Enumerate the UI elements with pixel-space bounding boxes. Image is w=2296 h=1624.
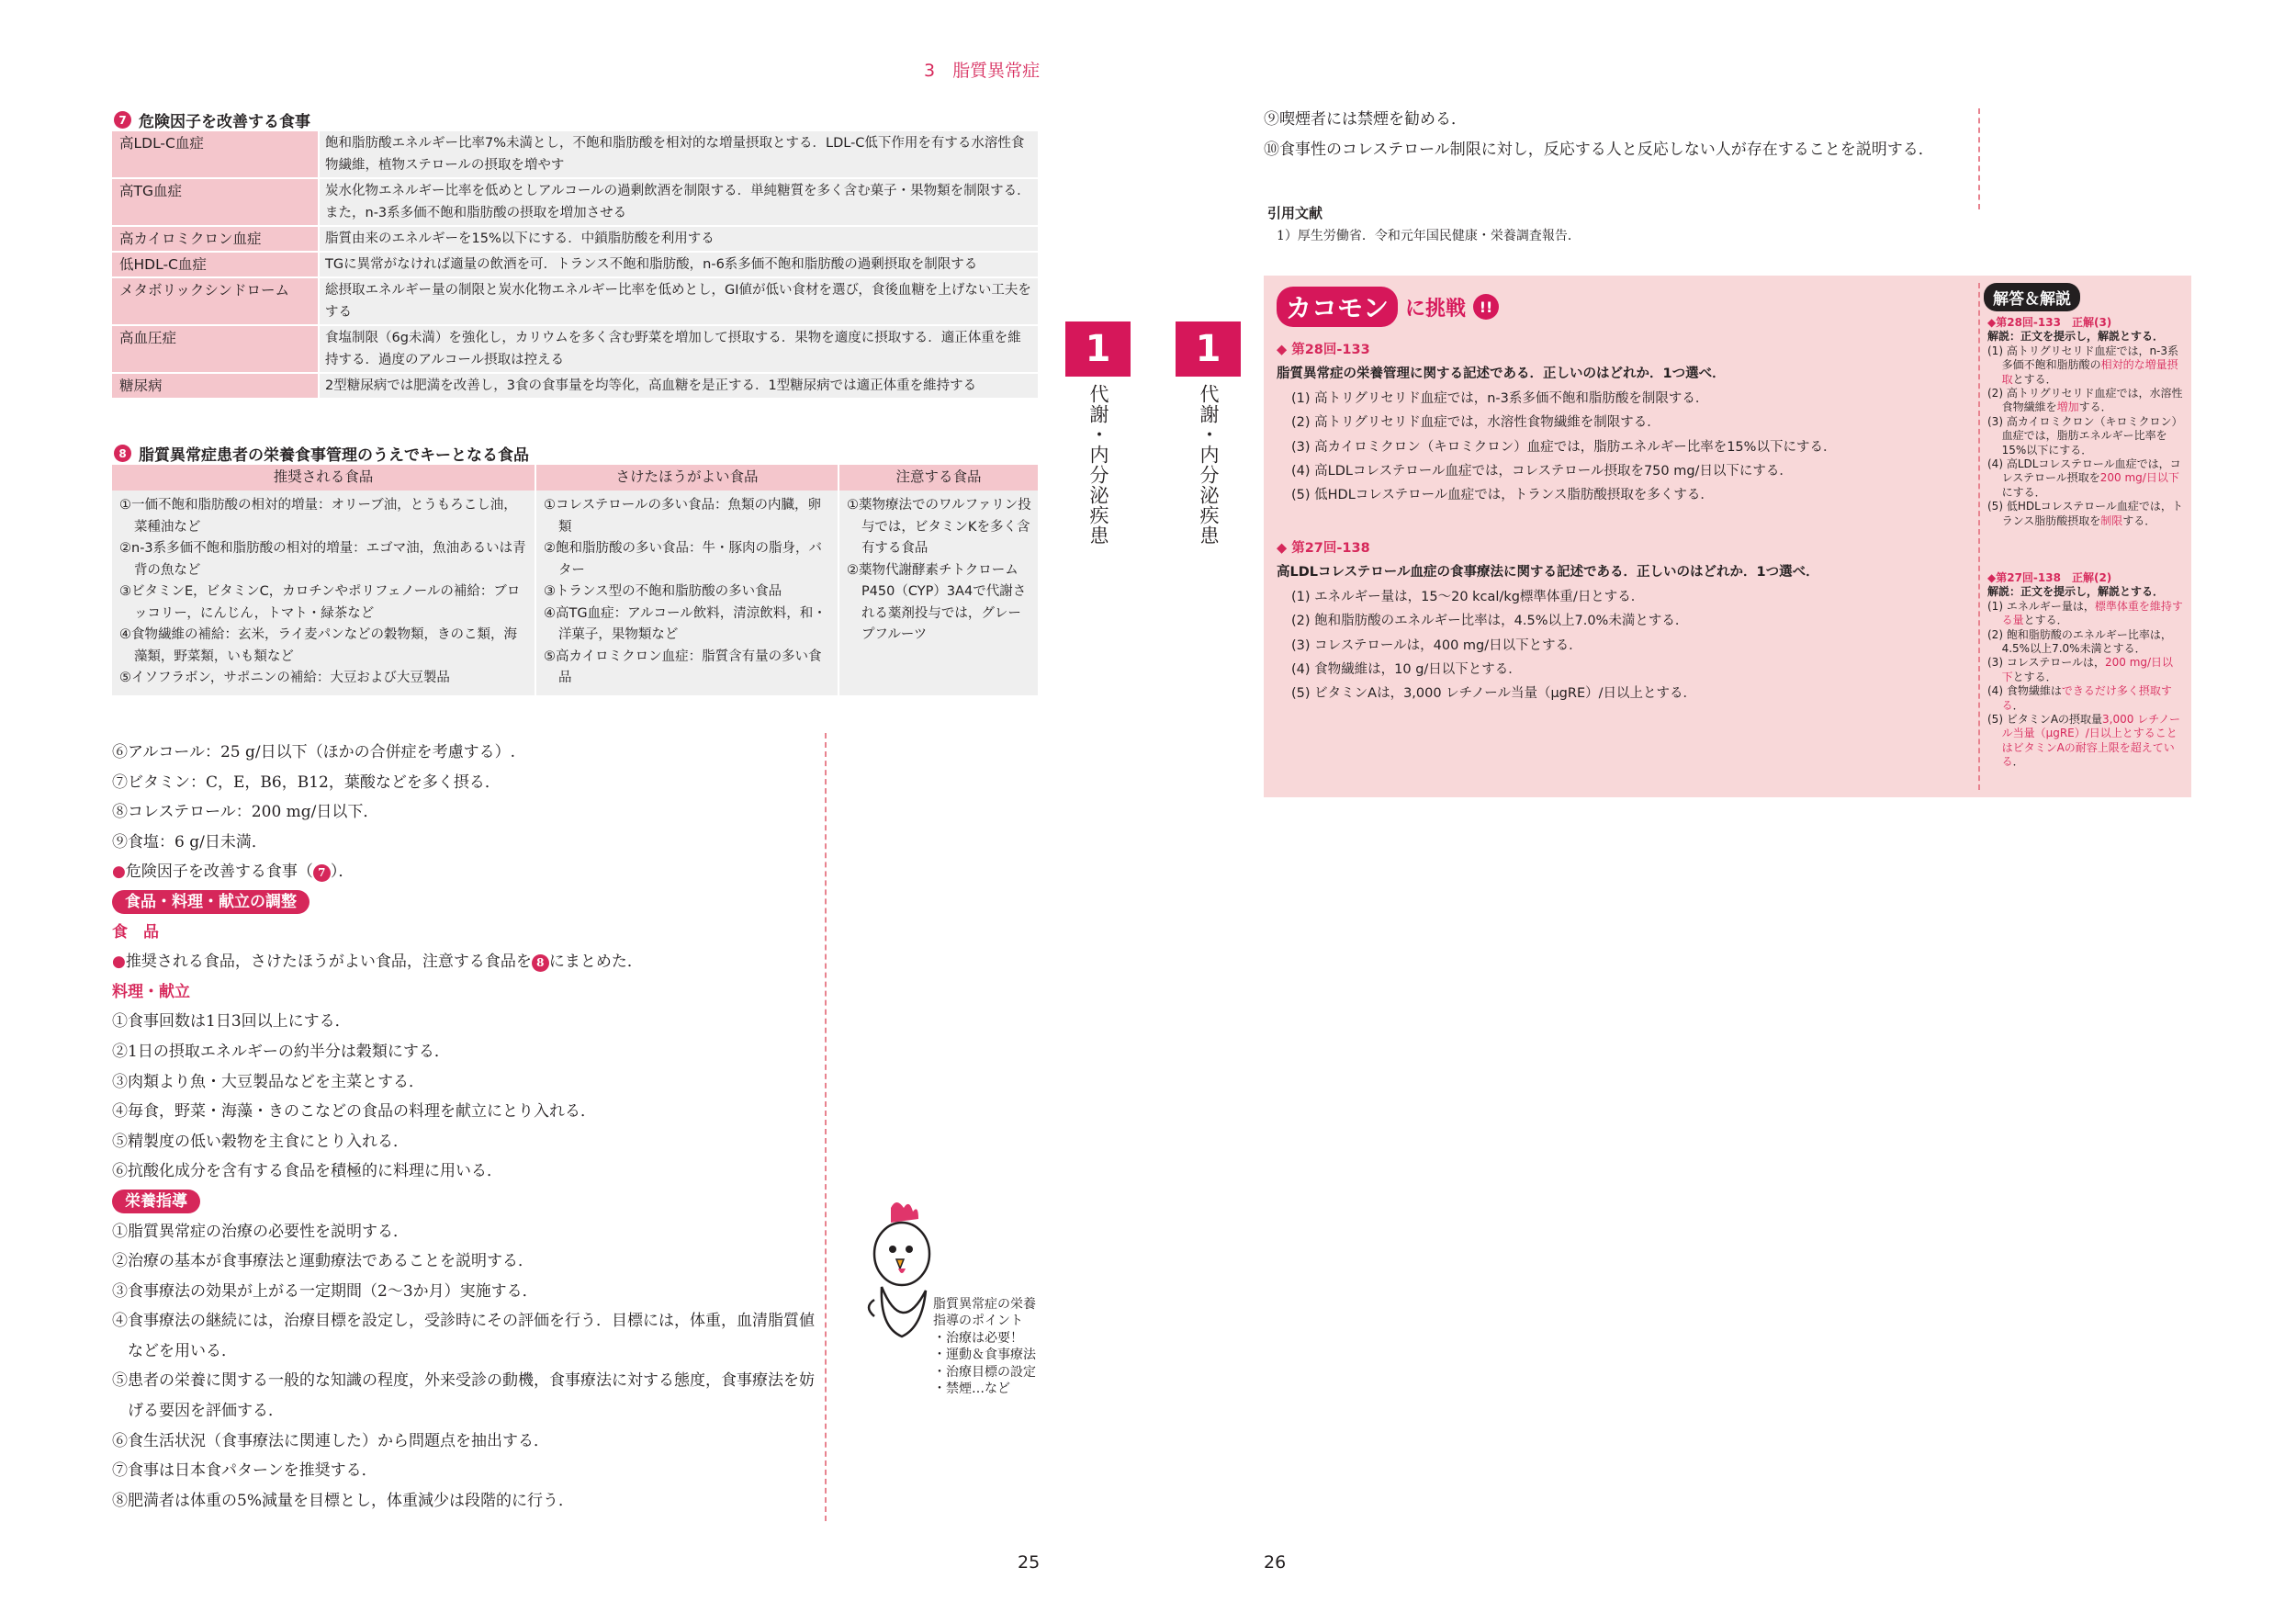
list-item: ⑥アルコール：25 g/日以下（ほかの合併症を考慮する）. bbox=[112, 743, 516, 761]
row-label: 高カイロミクロン血症 bbox=[112, 226, 319, 252]
explanation-item bbox=[1987, 344, 2184, 387]
row-label: 糖尿病 bbox=[112, 373, 319, 399]
pill-food-adjustment: 食品・料理・献立の調整 bbox=[112, 890, 310, 914]
list-item: ⑤高カイロミクロン血症：脂質含有量の多い食品 bbox=[544, 648, 822, 685]
answer-option: (4) 食物繊維は，10 g/日以下とする． bbox=[1291, 662, 1522, 678]
recommended-foods-cell bbox=[112, 491, 535, 695]
answer-option: (3) コレステロールは，400 mg/日以下とする． bbox=[1291, 637, 1582, 653]
bullet-food-summary: ●推奨される食品，さけたほうがよい食品，注意する食品を 8 にまとめた． bbox=[112, 953, 643, 972]
chicken-mascot-icon bbox=[854, 1199, 946, 1346]
explanation-item bbox=[1987, 628, 2184, 657]
explanation-text: (4) 食物繊維は bbox=[1987, 684, 2062, 698]
list-item: ⑧コレステロール：200 mg/日以下． bbox=[112, 803, 379, 822]
list-item: ⑥抗酸化成分を含有する食品を積極的に料理に用いる． bbox=[112, 1162, 502, 1181]
explanation-suffix: する． bbox=[2078, 400, 2112, 414]
chapter-tab-right-label: 代謝・内分泌疾患 bbox=[1198, 384, 1220, 546]
table-row bbox=[112, 178, 1038, 226]
list-item: ⑤イソフラボン，サポニンの補給：大豆および大豆製品 bbox=[119, 671, 450, 685]
explanation-text: (2) 飽和脂肪酸のエネルギー比率は，4.5%以上7.0%未満とする． bbox=[1987, 627, 2172, 656]
list-item: ③トランス型の不飽和脂肪酸の多い食品 bbox=[544, 584, 782, 599]
list-item: ⑨食塩：6 g/日未満． bbox=[112, 832, 267, 851]
question-1: ◆ 第28回-133 脂質異常症の栄養管理に関する記述である．正しいのはどれか．1つ選べ． (1) 高トリグリセリド血症では，n-3系多価不飽和脂肪酸を制限する． (2) 高トリグリセリド血症では，水溶性食物繊維を制限する． (3) 高カイロミクロン（キロミクロン）血症では，脂肪エネルギー比率を15%以下にする． (4) 高LDLコレステロール血症では，コレステロール摂取を750 mg/日以下にする． (5) 低HDLコレステロール血症では，トランス脂肪酸摂取を多くする． bbox=[1277, 338, 2011, 508]
answer-option: (5) ビタミンAは，3,000 レチノール当量（μgRE）/日以上とする． bbox=[1291, 686, 1696, 702]
explanation-highlight: 相対的な増量摂取 bbox=[2001, 358, 2178, 386]
list-item: ③食事療法の効果が上がる一定期間（2～3か月）実施する． bbox=[112, 1281, 538, 1301]
list-item: ④高TG血症：アルコール飲料，清涼飲料，和・洋菓子，果物類など bbox=[544, 605, 827, 642]
explanation-highlight: 200 mg/日以下 bbox=[2001, 656, 2174, 683]
list-item: ①薬物療法でのワルファリン投与では，ビタミンKを多く含有する食品 bbox=[847, 498, 1031, 556]
row-value: 炭水化物エネルギー比率を低めとしアルコールの過剰飲酒を制限する．単純糖質を多く含む菓子・果物類を制限する．また，n-3系多価不飽和脂肪酸の摂取を増加させる bbox=[319, 178, 1038, 226]
list-item: ①脂質異常症の治療の必要性を説明する． bbox=[112, 1222, 409, 1241]
row-label: 高血圧症 bbox=[112, 325, 319, 373]
key-food-table bbox=[112, 465, 1038, 695]
row-value: 食塩制限（6g未満）を強化し，カリウムを多く含む野菜を増加して摂取する．果物を適度に摂取する．適正体重を維持する．過度のアルコール摂取は控える bbox=[319, 325, 1038, 373]
pill-nutrition-guidance: 栄養指導 bbox=[112, 1190, 200, 1213]
explanation-text: (5) 低HDLコレステロール血症では，トランス脂肪酸摂取を bbox=[1987, 500, 2183, 527]
list-item: ①コレステロールの多い食品：魚類の内臓，卵類 bbox=[544, 498, 821, 535]
exclamation-icon: !! bbox=[1473, 294, 1499, 320]
section7-title: 危険因子を改善する食事 bbox=[139, 113, 310, 131]
section8-number: 8 bbox=[114, 445, 131, 462]
row-value: 飽和脂肪酸エネルギー比率7%未満とし，不飽和脂肪酸を相対的な増量摂取とする．LDL-C低下作用を有する水溶性食物繊維，植物ステロールの摂取を増やす bbox=[319, 131, 1038, 178]
table-row bbox=[112, 325, 1038, 373]
row-label: 高LDL-C血症 bbox=[112, 131, 319, 178]
left-body-text bbox=[112, 738, 819, 1516]
explanation-item bbox=[1987, 457, 2184, 500]
explanation-suffix: とする． bbox=[2012, 670, 2057, 683]
explanation-suffix: ． bbox=[2012, 755, 2024, 769]
explanation-suffix: とする． bbox=[2023, 614, 2068, 627]
mascot-note: 脂質異常症の栄養 指導のポイント ・治療は必要！ ・運動＆食事療法 ・治療目標の設定 ・禁煙…など bbox=[933, 1297, 1036, 1397]
explanation-item bbox=[1987, 500, 2184, 528]
explanation-item bbox=[1987, 713, 2184, 770]
left-dashed-divider bbox=[825, 733, 827, 1521]
answer-option: (5) 低HDLコレステロール血症では，トランス脂肪酸摂取を多くする． bbox=[1291, 488, 1714, 503]
explanation-highlight: 200 mg/日以下 bbox=[2099, 471, 2179, 485]
page-number-left: 25 bbox=[1018, 1552, 1041, 1573]
answer-2: ◆第27回-138 正解(2) 解説：正文を提示し，解説とする． (1) エネルギー量は，標準体重を維持する量とする． (2) 飽和脂肪酸のエネルギー比率は，4.5%以上7.0%未満とする． (3) コレステロールは，200 mg/日以下とする． (4) 食物繊維はできるだけ多く摂取する． (5) ビタミンAの摂取量3,000 レチノール当量（μgRE）/日以上とすることはビタミンAの耐容上限を超えている． bbox=[1987, 571, 2183, 769]
body-item-10: ⑩食事性のコレステロール制限に対し，反応する人と反応しない人が存在することを説明する． bbox=[1264, 140, 1934, 159]
subheading-food: 食 品 bbox=[112, 922, 159, 942]
section8-heading bbox=[114, 442, 529, 465]
list-item: ⑤精製度の低い穀物を主食にとり入れる． bbox=[112, 1132, 409, 1151]
table-row bbox=[112, 373, 1038, 399]
list-item: ⑥食生活状況（食事療法に関連した）から問題点を抽出する． bbox=[112, 1431, 549, 1450]
running-header: 3 脂質異常症 bbox=[924, 61, 1041, 81]
row-label: 高TG血症 bbox=[112, 178, 319, 226]
kakomon-badge: カコモン bbox=[1277, 287, 1398, 327]
list-item: ⑦ビタミン：C，E，B6，B12，葉酸などを多く摂る． bbox=[112, 773, 501, 792]
answer-option: (2) 飽和脂肪酸のエネルギー比率は，4.5%以上7.0%未満とする． bbox=[1291, 614, 1689, 629]
list-item: ④食物繊維の補給：玄米，ライ麦パンなどの穀物類，きのこ類，海藻類，野菜類，いも類など bbox=[119, 627, 518, 664]
bullet-risk-diet: ●危険因子を改善する食事（ 7 ）． bbox=[112, 863, 355, 882]
explanation-item bbox=[1987, 415, 2184, 457]
list-item: ③ビタミンE，ビタミンC，カロチンやポリフェノールの補給：ブロッコリー，にんじん，トマト・緑茶など bbox=[119, 584, 521, 621]
answer-option: (1) 高トリグリセリド血症では，n-3系多価不飽和脂肪酸を制限する． bbox=[1291, 390, 1709, 406]
answer-1: ◆第28回-133 正解(3) 解説：正文を提示し，解説とする． (1) 高トリグリセリド血症では，n-3系多価不飽和脂肪酸の相対的な増量摂取とする． (2) 高トリグリセリド血症では，水溶性食物繊維を増加する． (3) 高カイロミクロン（キロミクロン）血症では，脂肪エネルギー比率を15%以下にする． (4) 高LDLコレステロール血症では，コレステロール摂取を200 mg/日以下にする． (5) 低HDLコレステロール血症では，トランス脂肪酸摂取を制限する． bbox=[1987, 316, 2183, 527]
list-item: ②1日の摂取エネルギーの約半分は穀類にする． bbox=[112, 1042, 450, 1061]
explanation-suffix: ． bbox=[2012, 698, 2024, 712]
reference-item: 1）厚生労働省．令和元年国民健康・栄養調査報告． bbox=[1277, 229, 1581, 243]
row-value: 総摂取エネルギー量の制限と炭水化物エネルギー比率を低めとし，GI値が低い食材を選び，食後血糖を上げない工夫をする bbox=[319, 277, 1038, 325]
answer-option: (3) 高カイロミクロン（キロミクロン）血症では，脂肪エネルギー比率を15%以下にする． bbox=[1291, 439, 1837, 455]
references-title: 引用文献 bbox=[1267, 205, 1323, 221]
explanation-text: (3) コレステロールは， bbox=[1987, 656, 2105, 670]
right-body-text bbox=[1264, 105, 1989, 164]
kakomon-title: カコモン に挑戦 !! bbox=[1277, 287, 1499, 327]
explanation-highlight: 3,000 レチノール当量（μgRE）/日以上とすることはビタミンAの耐容上限を超えている bbox=[2001, 713, 2180, 769]
ref-7-icon: 7 bbox=[313, 864, 331, 882]
answer-option: (1) エネルギー量は，15～20 kcal/kg標準体重/日とする． bbox=[1291, 589, 1645, 604]
explanation-suffix: にする． bbox=[2001, 485, 2046, 499]
explanation-suffix: する． bbox=[2122, 513, 2156, 527]
explanation-text: (5) ビタミンAの摂取量 bbox=[1987, 713, 2103, 727]
section8-title: 脂質異常症患者の栄養食事管理のうえでキーとなる食品 bbox=[139, 446, 529, 465]
table-row bbox=[112, 131, 1038, 178]
explanation-suffix: とする． bbox=[2012, 372, 2057, 386]
body-item-9: ⑨喫煙者には禁煙を勧める． bbox=[1264, 110, 1467, 129]
list-item: ②n-3系多価不飽和脂肪酸の相対的増量：エゴマ油，魚油あるいは青背の魚など bbox=[119, 541, 526, 578]
explanation-text: (1) 高トリグリセリド血症では，n-3系多価不飽和脂肪酸の bbox=[1987, 344, 2179, 372]
list-item: ⑤患者の栄養に関する一般的な知識の程度，外来受診の動機，食事療法に対する態度，食事療法を妨げる要因を評価する． bbox=[112, 1371, 815, 1421]
list-item: ④食事療法の継続には，治療目標を設定し，受診時にその評価を行う．目標には，体重，血清脂質値などを用いる． bbox=[112, 1312, 815, 1360]
col-header-recommended: 推奨される食品 bbox=[112, 465, 535, 491]
list-item: ⑧肥満者は体重の5%減量を目標とし，体重減少は段階的に行う． bbox=[112, 1491, 574, 1510]
ref-8-icon: 8 bbox=[532, 954, 549, 972]
answer-divider bbox=[1978, 283, 1980, 790]
explanation-item bbox=[1987, 656, 2184, 684]
section7-heading bbox=[114, 108, 310, 131]
explanation-text: (1) エネルギー量は， bbox=[1987, 599, 2095, 613]
explanation-highlight: 標準体重を維持する量 bbox=[2001, 599, 2183, 627]
row-value: 脂質由来のエネルギーを15%以下にする．中鎖脂肪酸を利用する bbox=[319, 226, 1038, 252]
explanation-text: (4) 高LDLコレステロール血症では，コレステロール摂取を bbox=[1987, 457, 2181, 485]
explanation-item bbox=[1987, 600, 2184, 628]
chapter-tab-left-label: 代謝・内分泌疾患 bbox=[1087, 384, 1109, 546]
list-item: ①食事回数は1日3回以上にする． bbox=[112, 1012, 351, 1032]
row-label: メタボリックシンドローム bbox=[112, 277, 319, 325]
subheading-menu: 料理・献立 bbox=[112, 982, 190, 1001]
chapter-tab-left: 1 bbox=[1065, 321, 1131, 377]
col-header-caution: 注意する食品 bbox=[838, 465, 1038, 491]
section7-number: 7 bbox=[114, 111, 131, 129]
caution-foods-cell bbox=[838, 491, 1038, 695]
chapter-tab-right: 1 bbox=[1176, 321, 1241, 377]
explanation-highlight: 増加 bbox=[2056, 400, 2079, 414]
answer-option: (2) 高トリグリセリド血症では，水溶性食物繊維を制限する． bbox=[1291, 415, 1660, 431]
col-header-avoid: さけたほうがよい食品 bbox=[535, 465, 838, 491]
row-value: TGに異常がなければ適量の飲酒を可．トランス不飽和脂肪酸，n-6系多価不飽和脂肪酸の過剰摂取を制限する bbox=[319, 252, 1038, 277]
explanation-highlight: 制限 bbox=[2100, 513, 2123, 527]
page-number-right: 26 bbox=[1264, 1552, 1287, 1573]
row-label: 低HDL-C血症 bbox=[112, 252, 319, 277]
explanation-item bbox=[1987, 684, 2184, 713]
answer-option: (4) 高LDLコレステロール血症では，コレステロール摂取を750 mg/日以下にする． bbox=[1291, 464, 1793, 479]
table-row bbox=[112, 277, 1038, 325]
list-item: ②薬物代謝酵素チトクロームP450（CYP）3A4で代謝される薬剤投与では，グレープフルーツ bbox=[847, 562, 1027, 642]
kakomon-box bbox=[1264, 276, 2191, 797]
list-item: ①一価不飽和脂肪酸の相対的増量：オリーブ油，とうもろこし油，菜種油など bbox=[119, 498, 517, 535]
avoid-foods-cell bbox=[535, 491, 838, 695]
explanation-text: (2) 高トリグリセリド血症では，水溶性食物繊維を bbox=[1987, 387, 2183, 414]
risk-factor-diet-table bbox=[112, 131, 1038, 400]
table-row bbox=[112, 226, 1038, 252]
list-item: ⑦食事は日本食パターンを推奨する． bbox=[112, 1461, 377, 1481]
table-row bbox=[112, 252, 1038, 277]
row-value: 2型糖尿病では肥満を改善し，3食の食事量を均等化，高血糖を是正する．1型糖尿病では適正体重を維持する bbox=[319, 373, 1038, 399]
list-item: ②飽和脂肪酸の多い食品：牛・豚肉の脂身，バター bbox=[544, 541, 822, 578]
list-item: ③肉類より魚・大豆製品などを主菜とする． bbox=[112, 1072, 424, 1091]
question-2: ◆ 第27回-138 高LDLコレステロール血症の食事療法に関する記述である．正しいのはどれか．1つ選べ． (1) エネルギー量は，15～20 kcal/kg標準体重/日とする． (2) 飽和脂肪酸のエネルギー比率は，4.5%以上7.0%未満とする． (3) コレステロールは，400 mg/日以下とする． (4) 食物繊維は，10 g/日以下とする． (5) ビタミンAは，3,000 レチノール当量（μgRE）/日以上とする． bbox=[1277, 536, 2011, 706]
right-dashed-divider-top bbox=[1978, 108, 1980, 209]
explanation-text: (3) 高カイロミクロン（キロミクロン）血症では，脂肪エネルギー比率を15%以下にする． bbox=[1987, 414, 2183, 457]
list-item: ④毎食，野菜・海藻・きのこなどの食品の料理を献立にとり入れる． bbox=[112, 1102, 596, 1122]
explanation-item bbox=[1987, 387, 2184, 415]
explanation-highlight: できるだけ多く摂取する bbox=[2001, 684, 2172, 712]
list-item: ②治療の基本が食事療法と運動療法であることを説明する． bbox=[112, 1252, 534, 1271]
answers-title: 解答＆解説 bbox=[1984, 283, 2080, 311]
